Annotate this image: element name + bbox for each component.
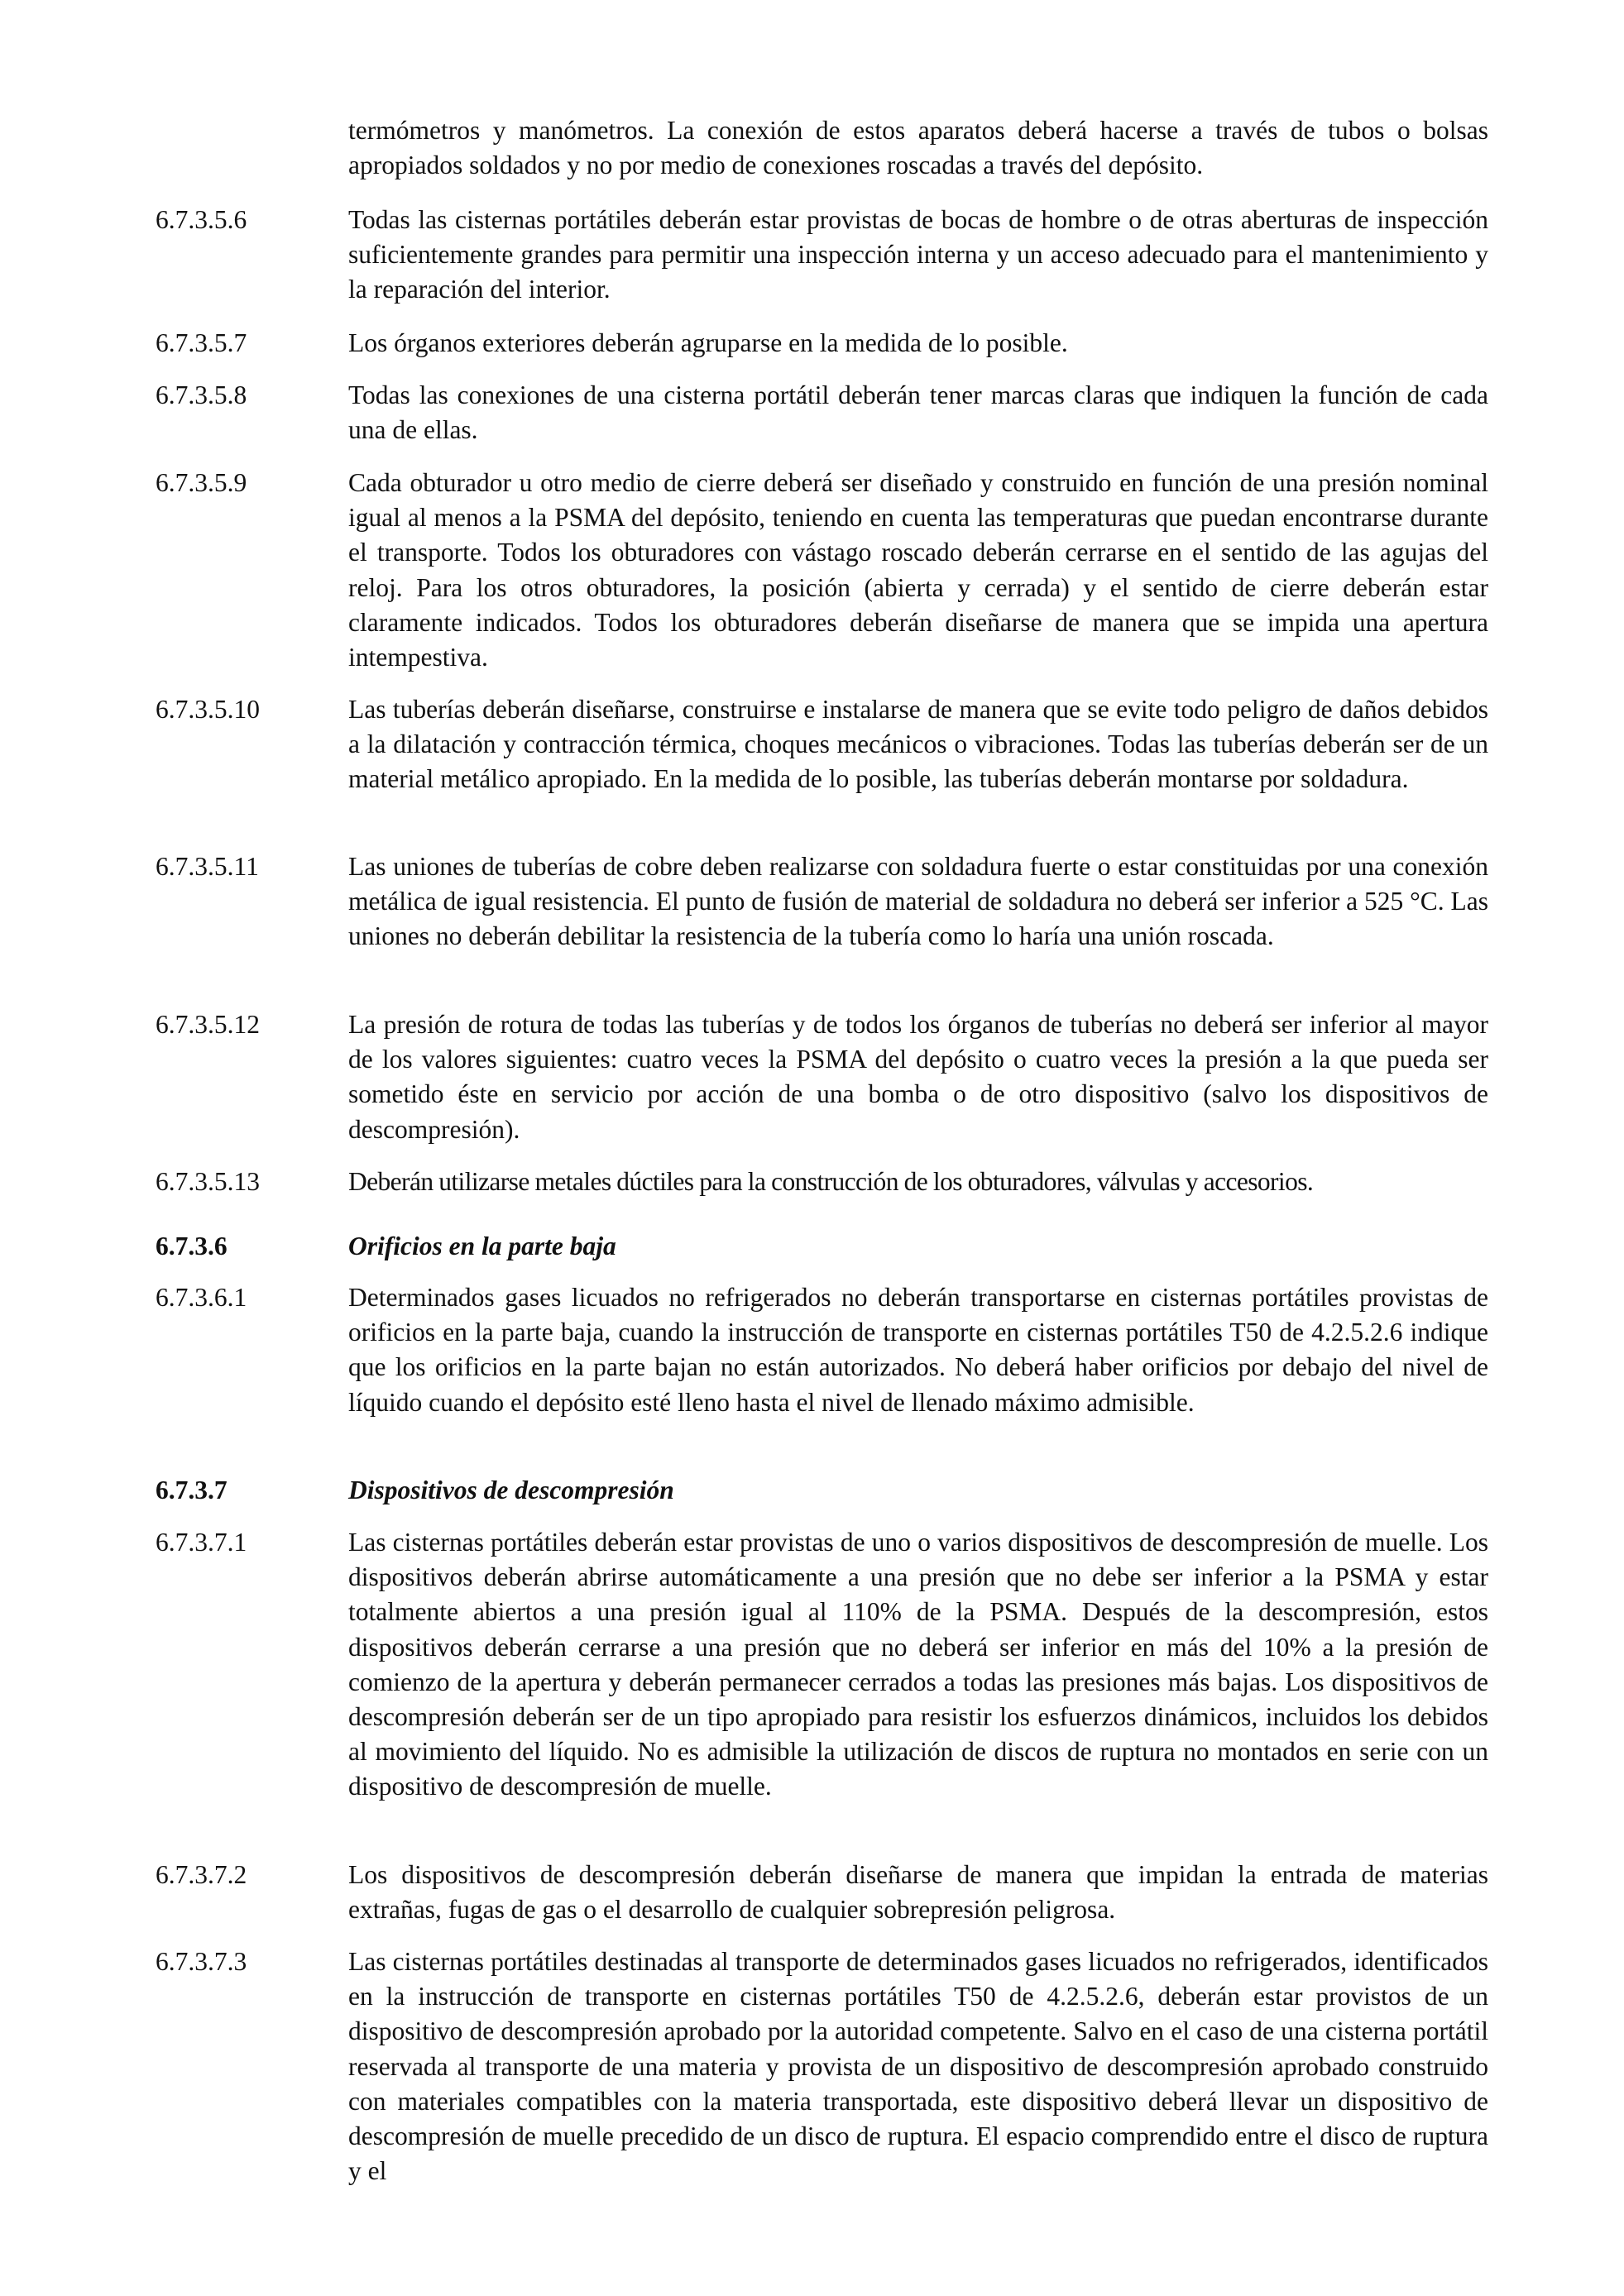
section-number: 6.7.3.7 — [156, 1476, 228, 1504]
paragraph-text: Deberán utilizarse metales dúctiles para la construcción de los obturadores, válvulas y accesorios. — [348, 1167, 1314, 1196]
paragraph-number: 6.7.3.5.12 — [156, 1010, 260, 1039]
paragraph-number: 6.7.3.5.9 — [156, 468, 247, 497]
paragraph-number: 6.7.3.5.13 — [156, 1167, 260, 1196]
paragraph-number: 6.7.3.5.7 — [156, 328, 247, 357]
paragraph-text: Las tuberías deberán diseñarse, construirse e instalarse de manera que se evite todo peligro de daños debidos a la dilatación y contracción térmica, choques mecánicos o vibraciones. Todas las tuberías deberán ser de un material metálico apropiado. En la medida de lo posible, las tuberías deberán montarse por soldadura. — [348, 695, 1488, 794]
paragraph-number: 6.7.3.5.6 — [156, 205, 247, 234]
paragraph-text: Las cisternas portátiles destinadas al transporte de determinados gases licuados no refrigerados, identificados en la instrucción de transporte en cisternas portátiles T50 de 4.2.5.2.6, deberán estar provistos de un dispositivo de descompresión aprobado por la autoridad competente. Salvo en el caso de una cisterna portátil reservada al transporte de una materia y provista de un dispositivo de descompresión aprobado construido con materiales compatibles con la materia transportada, este dispositivo deberá llevar un dispositivo de descompresión de muelle precedido de un disco de ruptura. El espacio comprendido entre el disco de ruptura y el — [348, 1947, 1488, 2186]
paragraph-number: 6.7.3.5.10 — [156, 695, 260, 724]
paragraph-number: 6.7.3.7.1 — [156, 1528, 247, 1557]
paragraph-number: 6.7.3.7.3 — [156, 1947, 247, 1976]
paragraph-text: Las uniones de tuberías de cobre deben realizarse con soldadura fuerte o estar constituidas por una conexión metálica de igual resistencia. El punto de fusión de material de soldadura no deberá ser inferior a 525 °C. Las uniones no deberán debilitar la resistencia de la tubería como lo haría una unión roscada. — [348, 852, 1488, 951]
paragraph-number: 6.7.3.5.11 — [156, 852, 259, 881]
paragraph-text: Las cisternas portátiles deberán estar provistas de uno o varios dispositivos de descompresión de muelle. Los dispositivos deberán abrirse automáticamente a una presión que no debe ser inferior a la PSMA y estar totalmente abiertos a una presión igual al 110% de la PSMA. Después de la descompresión, estos dispositivos deberán cerrarse a una presión que no deberá ser inferior en más del 10% a la presión de comienzo de la apertura y deberán permanecer cerrados a todas las presiones más bajas. Los dispositivos de descompresión deberán ser de un tipo apropiado para resistir los esfuerzos dinámicos, incluidos los debidos al movimiento del líquido. No es admisible la utilización de discos de ruptura no montados en serie con un dispositivo de descompresión de muelle. — [348, 1528, 1488, 1801]
paragraph-text: La presión de rotura de todas las tuberías y de todos los órganos de tuberías no deberá ser inferior al mayor de los valores siguientes: cuatro veces la PSMA del depósito o cuatro veces la presión a la que pueda ser sometido éste en servicio por acción de una bomba o de otro dispositivo (salvo los dispositivos de descompresión). — [348, 1010, 1488, 1144]
paragraph-text: Cada obturador u otro medio de cierre deberá ser diseñado y construido en función de una presión nominal igual al menos a la PSMA del depósito, teniendo en cuenta las temperaturas que puedan encontrarse durante el transporte. Todos los obturadores con vástago roscado deberán cerrarse en el sentido de las agujas del reloj. Para los otros obturadores, la posición (abierta y cerrada) y el sentido de cierre deberán estar claramente indicados. Todos los obturadores deberán diseñarse de manera que se impida una apertura intempestiva. — [348, 468, 1488, 672]
paragraph-text: Los órganos exteriores deberán agruparse en la medida de lo posible. — [348, 328, 1068, 357]
paragraph-number: 6.7.3.7.2 — [156, 1860, 247, 1889]
paragraph-number: 6.7.3.5.8 — [156, 380, 247, 409]
section-number: 6.7.3.6 — [156, 1232, 228, 1260]
paragraph-text: Determinados gases licuados no refrigerados no deberán transportarse en cisternas portátiles provistas de orificios en la parte baja, cuando la instrucción de transporte en cisternas portátiles T50 de 4.2.5.2.6 indique que los orificios en la parte bajan no están autorizados. No deberá haber orificios por debajo del nivel de líquido cuando el depósito esté lleno hasta el nivel de llenado máximo admisible. — [348, 1283, 1488, 1417]
paragraph-number: 6.7.3.6.1 — [156, 1283, 247, 1312]
paragraph-text: Todas las cisternas portátiles deberán estar provistas de bocas de hombre o de otras aberturas de inspección suficientemente grandes para permitir una inspección interna y un acceso adecuado para el mantenimiento y la reparación del interior. — [348, 205, 1488, 304]
paragraph-text: Todas las conexiones de una cisterna portátil deberán tener marcas claras que indiquen la función de cada una de ellas. — [348, 380, 1488, 445]
continuation-text: termómetros y manómetros. La conexión de estos aparatos deberá hacerse a través de tubos o bolsas apropiados soldados y no por medio de conexiones roscadas a través del depósito. — [348, 116, 1488, 180]
section-title: Dispositivos de descompresión — [348, 1476, 674, 1504]
section-title: Orificios en la parte baja — [348, 1232, 616, 1260]
paragraph-text: Los dispositivos de descompresión deberán diseñarse de manera que impidan la entrada de materias extrañas, fugas de gas o el desarrollo de cualquier sobrepresión peligrosa. — [348, 1860, 1488, 1925]
